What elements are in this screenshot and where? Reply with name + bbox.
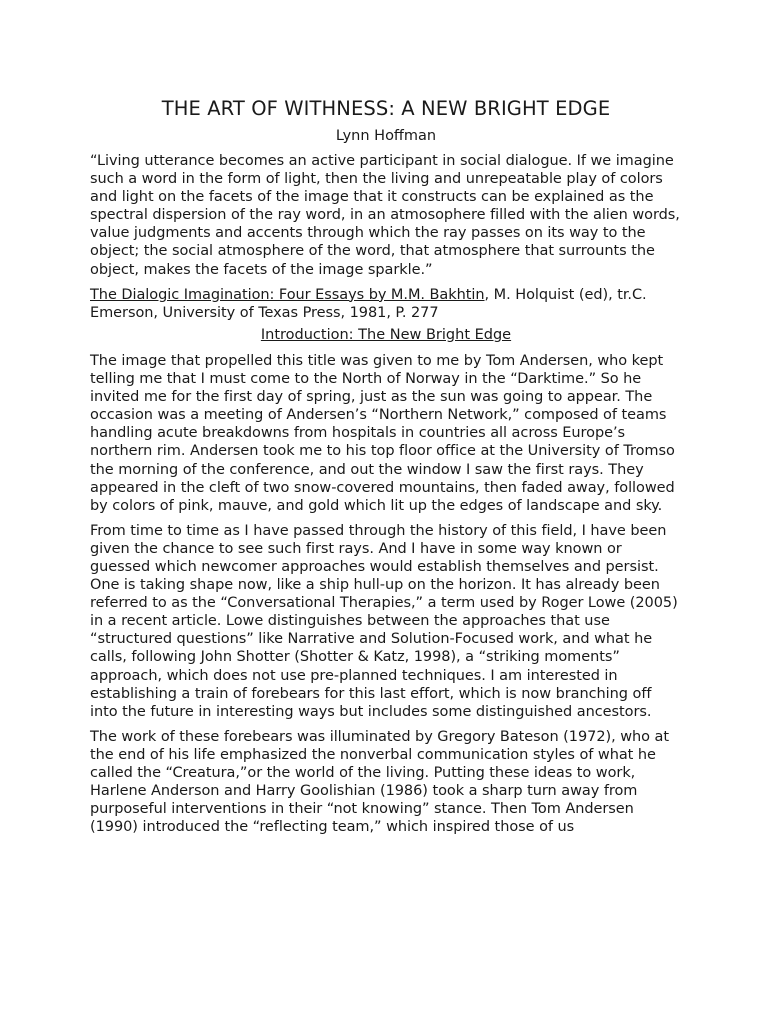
- epigraph-quote: “Living utterance becomes an active participant in social dialogue. If we imagine such a word in the form of light, then the living and unrepeatable play of colors and light on the facets of the image that it constructs can be explained as the spectral dispersion of the ray word, in an atmosophere filled with the alien words, value judgments and accents through which the ray passes on its way to the object; the social atmosphere of the word, that atmosphere that surrounts the object, makes the facets of the image sparkle.”: [90, 153, 680, 278]
- document-page: [90, 96, 682, 843]
- section-heading: [90, 326, 682, 344]
- body-paragraph-1: The image that propelled this title was given to me by Tom Andersen, who kept telling me that I must come to the North of Norway in the “Darktime.” So he invited me for the first day of spring, just as the sun was going to appear. The occasion was a meeting of Andersen’s “Northern Network,” composed of teams handling acute breakdowns from hospitals in countries all across Europe’s northern rim. Andersen took me to his top floor office at the University of Tromso the morning of the conference, and out the window I saw the first rays. They appeared in the cleft of two snow-covered mountains, then faded away, followed by colors of pink, mauve, and gold which lit up the edges of landscape and sky.: [90, 352, 675, 514]
- document-author: Lynn Hoffman: [335, 128, 437, 144]
- citation-details: , M. Holquist (ed), tr.C. Emerson, University of Texas Press, 1981, P. 277: [90, 286, 647, 321]
- epigraph-citation: [90, 286, 682, 322]
- body-paragraph-2: From time to time as I have passed through the history of this field, I have been given the chance to see such first rays. And I have in some way known or guessed which newcomer approaches would establish themselves and persist. One is taking shape now, like a ship hull-up on the horizon. It has already been referred to as the “Conversational Therapies,” a term used by Roger Lowe (2005) in a recent article. Lowe distinguishes between the approaches that use “structured questions” like Narrative and Solution-Focused work, and what he calls, following John Shotter (Shotter & Katz, 1998), a “striking moments” approach, which does not use pre-planned techniques. I am interested in establishing a train of forebears for this last effort, which is now branching off into the future in interesting ways but includes some distinguished ancestors.: [90, 522, 678, 720]
- body-paragraph-3: The work of these forebears was illuminated by Gregory Bateson (1972), who at the end of his life emphasized the nonverbal communication styles of what he called the “Creatura,”or the world of the living. Putting these ideas to work, Harlene Anderson and Harry Goolishian (1986) took a sharp turn away from purposeful interventions in their “not knowing” stance. Then Tom Andersen (1990) introduced the “reflecting team,” which inspired those of us: [90, 728, 670, 836]
- section-heading-text: Introduction: The New Bright Edge: [260, 326, 512, 343]
- document-title: THE ART OF WITHNESS: A NEW BRIGHT EDGE: [161, 97, 611, 120]
- citation-book-title: The Dialogic Imagination: Four Essays by M.M. Bakhtin: [90, 286, 485, 303]
